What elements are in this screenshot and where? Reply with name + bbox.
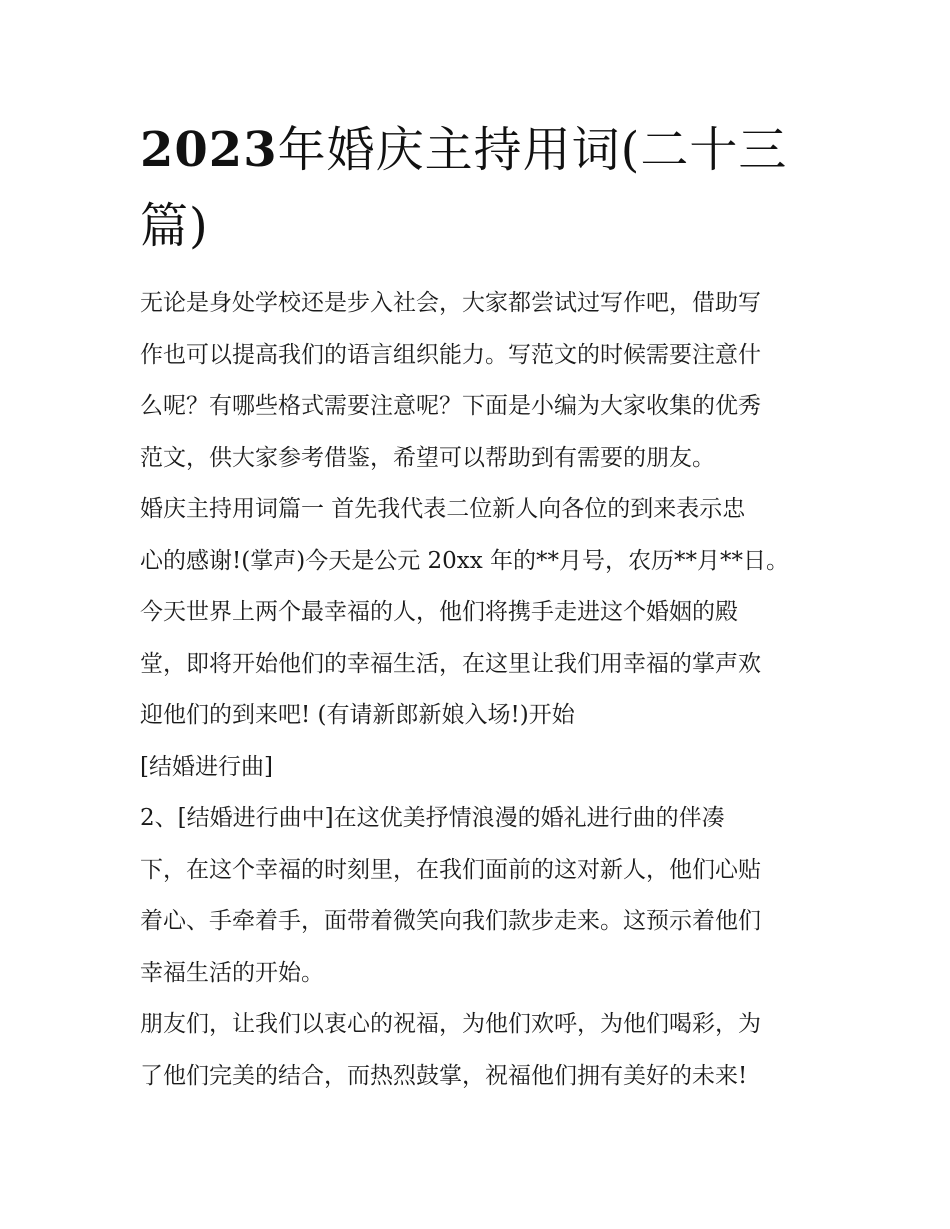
body-line: [结婚进行曲] — [140, 753, 273, 780]
body-line: 堂，即将开始他们的幸福生活，在这里让我们用幸福的掌声欢 — [140, 650, 761, 677]
body-line: 2、[结婚进行曲中]在这优美抒情浪漫的婚礼进行曲的伴凑 — [140, 805, 725, 831]
body-line: 着心、手牵着手，面带着微笑向我们款步走来。这预示着他们 — [140, 908, 761, 934]
document-body — [140, 278, 816, 1102]
body-line: 幸福生活的开始。 — [140, 959, 324, 986]
body-line: 无论是身处学校还是步入社会，大家都尝试过写作吧，借助写 — [140, 290, 761, 316]
body-line: 婚庆主持用词篇一 首先我代表二位新人向各位的到来表示忠 — [140, 496, 746, 522]
title-text: 年婚庆主持用词(二十三 — [277, 122, 788, 178]
body-line: 作也可以提高我们的语言组织能力。写范文的时候需要注意什 — [140, 341, 761, 368]
body-line: 下，在这个幸福的时刻里，在我们面前的这对新人，他们心贴 — [140, 856, 761, 883]
body-line: 了他们完美的结合，而热烈鼓掌，祝福他们拥有美好的未来! — [140, 1062, 748, 1089]
body-line: 么呢？有哪些格式需要注意呢？下面是小编为大家收集的优秀 — [140, 393, 761, 419]
body-line: 迎他们的到来吧! (有请新郎新娘入场!)开始 — [140, 702, 575, 728]
title-year: 2023 — [140, 122, 278, 178]
document-title — [140, 112, 820, 264]
title-text-line2: 篇) — [140, 198, 209, 254]
body-line: 心的感谢!(掌声)今天是公元 20xx 年的**月号，农历**月**日。 — [140, 547, 790, 574]
body-line: 今天世界上两个最幸福的人，他们将携手走进这个婚姻的殿 — [140, 599, 738, 625]
body-line: 范文，供大家参考借鉴，希望可以帮助到有需要的朋友。 — [140, 444, 715, 471]
body-line: 朋友们，让我们以衷心的祝福，为他们欢呼，为他们喝彩，为 — [140, 1011, 761, 1037]
